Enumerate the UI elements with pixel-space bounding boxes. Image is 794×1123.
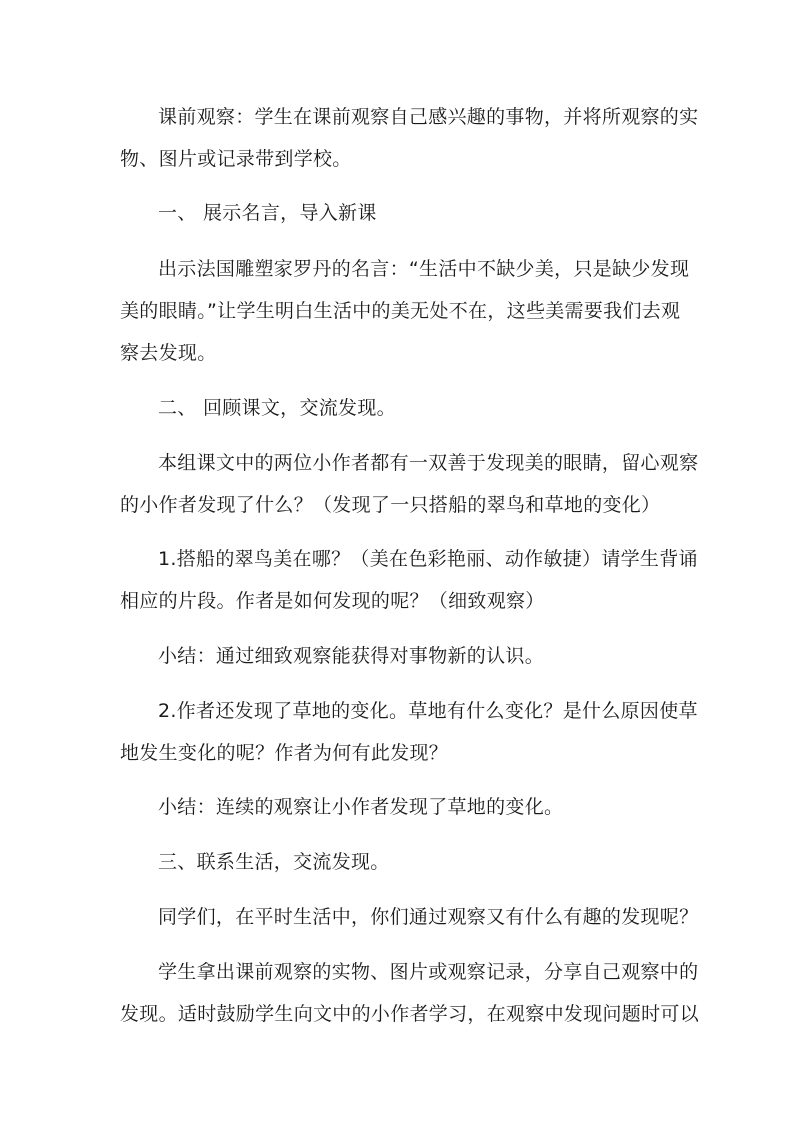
paragraph-summary-1: 小结：通过细致观察能获得对事物新的认识。 <box>158 645 545 667</box>
paragraph-pre-class-observation-line-2: 物、图片或记录带到学校。 <box>120 148 352 170</box>
paragraph-quote-line-3: 察去发现。 <box>120 342 217 364</box>
paragraph-question-authors-line-2: 的小作者发现了什么？（发现了一只搭船的翠鸟和草地的变化） <box>120 494 661 516</box>
paragraph-question-classmates: 同学们，在平时生活中，你们通过观察又有什么有趣的发现呢？ <box>158 906 699 928</box>
paragraph-question-authors-line-1: 本组课文中的两位小作者都有一双善于发现美的眼睛，留心观察 <box>158 452 699 474</box>
section-heading-2: 二、 回顾课文，交流发现。 <box>158 397 396 419</box>
paragraph-pre-class-observation-line-1: 课前观察：学生在课前观察自己感兴趣的事物，并将所观察的实 <box>158 106 699 128</box>
paragraph-students-share-line-1: 学生拿出课前观察的实物、图片或观察记录，分享自己观察中的 <box>158 961 699 983</box>
section-heading-1: 一、 展示名言，导入新课 <box>158 202 377 224</box>
paragraph-students-share-line-2: 发现。适时鼓励学生向文中的小作者学习，在观察中发现问题时可以 <box>120 1003 700 1025</box>
paragraph-point-1-line-2: 相应的片段。作者是如何发现的呢？（细致观察） <box>120 590 545 612</box>
paragraph-point-1-line-1: 1.搭船的翠鸟美在哪？（美在色彩艳丽、动作敏捷）请学生背诵 <box>158 548 698 570</box>
paragraph-quote-line-1: 出示法国雕塑家罗丹的名言：“生活中不缺少美，只是缺少发现 <box>158 258 690 280</box>
paragraph-point-2-line-2: 地发生变化的呢？作者为何有此发现？ <box>120 742 449 764</box>
paragraph-summary-2: 小结：连续的观察让小作者发现了草地的变化。 <box>158 796 564 818</box>
paragraph-quote-line-2: 美的眼睛。”让学生明白生活中的美无处不在，这些美需要我们去观 <box>120 300 681 322</box>
paragraph-point-2-line-1: 2.作者还发现了草地的变化。草地有什么变化？是什么原因使草 <box>158 700 698 722</box>
section-heading-3: 三、联系生活，交流发现。 <box>158 851 390 873</box>
